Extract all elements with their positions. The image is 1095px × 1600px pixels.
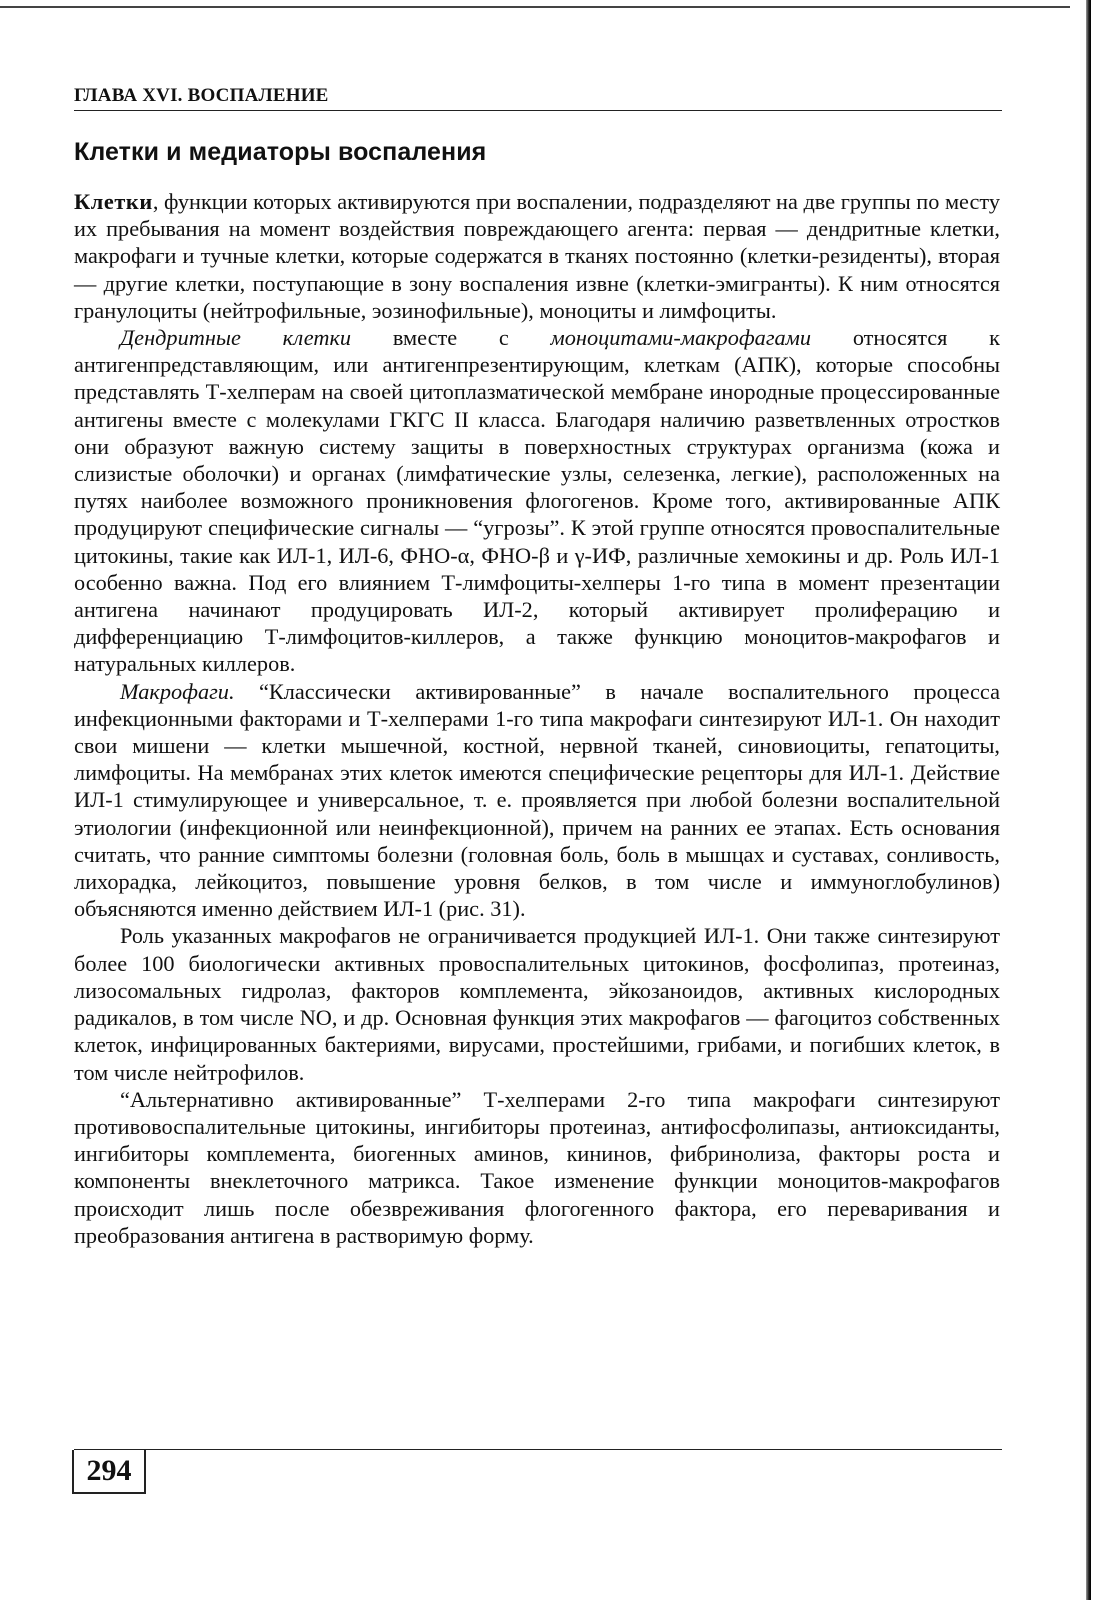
scan-edge-shadow xyxy=(1086,0,1091,1600)
italic-term: Макрофаги. xyxy=(120,678,235,704)
page-number: 294 xyxy=(72,1450,146,1494)
lead-term: Клетки xyxy=(74,189,153,214)
paragraph-cells xyxy=(74,188,1000,324)
top-border-line xyxy=(0,6,1070,8)
footer-rule xyxy=(74,1449,1002,1450)
paragraph-text: “Альтернативно активированные” Т-хелперами 2-го типа макрофаги синтезируют противовоспалительные цитокины, ингибиторы протеиназ, антифосфолипазы, антиоксиданты, ингибиторы комплемента, биогенных аминов, кининов, фибринолиза, факторы роста и компоненты внеклеточного матрикса. Такое изменение функции моноцитов-макрофагов происходит лишь после обезвреживания флогогенного фактора, его переваривания и преобразования антигена в растворимую форму. xyxy=(74,1086,1000,1248)
header-rule xyxy=(74,110,1002,111)
paragraph-macrophages xyxy=(74,678,1000,923)
paragraph-text: относятся к антигенпредставляющим, или антигенпрезентирующим, клеткам (АПК), которые способны представлять Т-хелперам на своей цитоплазматической мембране инородные процессированные антигены вместе с молекулами ГКГС II класса. Благодаря наличию разветвленных отростков они образуют важную систему защиты в поверхностных структурах организма (кожа и слизистые оболочки) и органах (лимфатические узлы, селезенка, легкие), расположенных на путях наиболее возможного проникновения флогогенов. Кроме того, активированные АПК продуцируют специфические сигналы — “угрозы”. К этой группе относятся провоспалительные цитокины, такие как ИЛ-1, ИЛ-6, ФНО-α, ФНО-β и γ-ИФ, различные хемокины и др. Роль ИЛ-1 особенно важна. Под его влиянием Т-лимфоциты-хелперы 1-го типа в момент презентации антигена начинают продуцировать ИЛ-2, который активирует пролиферацию и дифференциацию Т-лимфоцитов-киллеров, а также функцию моноцитов-макрофагов и натуральных киллеров. xyxy=(74,325,1000,677)
paragraph-dendritic-cells xyxy=(74,324,1000,678)
paragraph-text: Роль указанных макрофагов не ограничивается продукцией ИЛ-1. Они также синтезируют более 100 биологически активных провоспалительных цитокинов, фосфолипаз, протеиназ, лизосомальных гидролаз, факторов комплемента, эйкозаноидов, активных кислородных радикалов, в том числе NO, и др. Основная функция этих макрофагов — фагоцитоз собственных клеток, инфицированных бактериями, вирусами, простейшими, грибами, и погибших клеток, в том числе нейтрофилов. xyxy=(74,923,1000,1085)
paragraph-alternative-activation xyxy=(74,1086,1000,1249)
body-text xyxy=(74,188,1000,1249)
paragraph-text: , функции которых активируются при воспалении, подразделяют на две группы по месту их пребывания на момент воздействия повреждающего агента: первая — дендритные клетки, макрофаги и тучные клетки, которые содержатся в тканях постоянно (клетки-резиденты), вторая — другие клетки, поступающие в зону воспаления извне (клетки-эмигранты). К ним относятся гранулоциты (нейтрофильные, эозинофильные), моноциты и лимфоциты. xyxy=(74,189,1000,323)
running-head: ГЛАВА XVI. ВОСПАЛЕНИЕ xyxy=(74,85,329,106)
italic-term: моноцитами-макрофагами xyxy=(550,325,812,351)
paragraph-macrophage-role xyxy=(74,922,1000,1085)
paragraph-text: вместе с xyxy=(351,325,551,351)
section-title: Клетки и медиаторы воспаления xyxy=(74,138,487,166)
italic-term: Дендритные клетки xyxy=(120,325,352,351)
paragraph-text: “Классически активированные” в начале воспалительного процесса инфекционными факторами и Т-хелперами 1-го типа макрофаги синтезируют ИЛ-1. Он находит свои мишени — клетки мышечной, костной, нервной тканей, синовиоциты, гепатоциты, лимфоциты. На мембранах этих клеток имеются специфические рецепторы для ИЛ-1. Действие ИЛ-1 стимулирующее и универсальное, т. е. проявляется при любой болезни воспалительной этиологии (инфекционной или неинфекционной), причем на ранних ее этапах. Есть основания считать, что ранние симптомы болезни (головная боль, боль в мышцах и суставах, сонливость, лихорадка, лейкоцитоз, повышение уровня белков, в том числе и иммуноглобулинов) объясняются именно действием ИЛ-1 (рис. 31). xyxy=(74,678,1000,922)
